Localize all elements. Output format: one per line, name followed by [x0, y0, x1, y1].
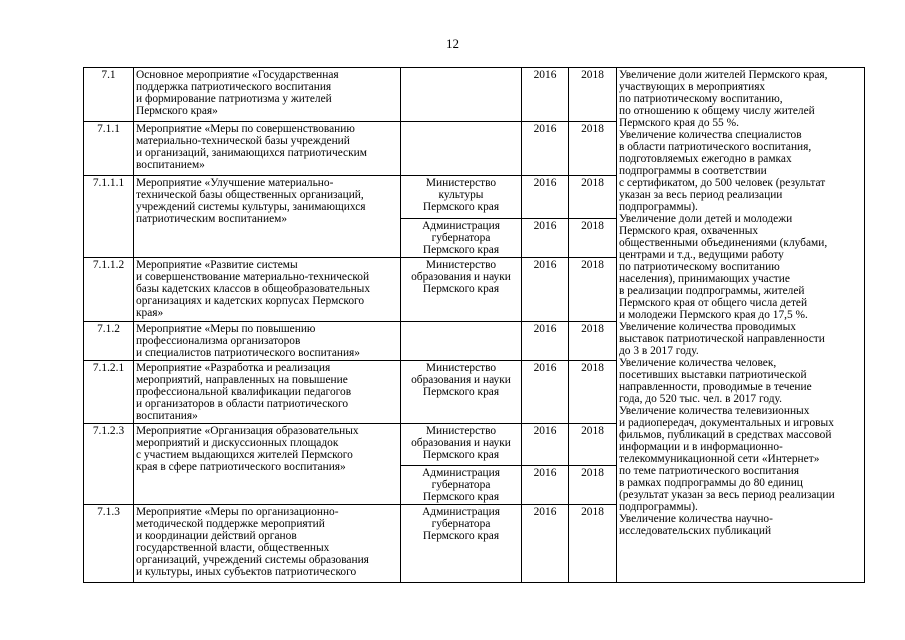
cell-line: мероприятий, направленных на повышение — [136, 373, 348, 386]
start-year: 2016 — [522, 176, 569, 219]
cell-line: Министерство — [425, 177, 497, 189]
end-year: 2018 — [569, 360, 617, 423]
result-line: указан за весь период реализации — [619, 189, 783, 201]
activity-number: 7.1.1 — [84, 122, 134, 176]
result-line: телекоммуникационной сети «Интернет» — [619, 453, 820, 465]
cell-line: края в сфере патриотического воспитания» — [136, 460, 346, 473]
result-line: информации и в информационно- — [619, 441, 783, 453]
result-line: фильмов, публикаций в средствах массовой — [619, 429, 832, 441]
result-line: и молодежи Пермского края до 17,5 %. — [619, 309, 808, 321]
cell-line: и формирование патриотизма у жителей — [136, 93, 332, 105]
result-line: подпрограммы в соответствии — [619, 165, 767, 177]
activities-table — [83, 67, 865, 583]
cell-line: и координации действий органов — [136, 530, 297, 542]
cell-line: государственной власти, общественных — [136, 542, 330, 554]
result-line: Увеличение количества человек, — [619, 357, 777, 369]
cell-line: Мероприятие «Развитие системы — [136, 258, 298, 271]
cell-line: учреждений системы культуры, занимающихся — [136, 201, 366, 213]
cell-line: Пермского края — [422, 243, 500, 256]
start-year: 2016 — [522, 505, 569, 583]
cell-line: Министерство — [425, 361, 497, 374]
results-text — [619, 69, 862, 581]
executor-cell — [401, 68, 522, 122]
cell-line: образования и науки — [411, 436, 511, 449]
result-line: до 3 в 2017 году. — [619, 345, 699, 357]
end-year: 2018 — [569, 505, 617, 583]
cell-line: Министерство — [425, 424, 497, 437]
result-line: центрами и т.д., ведущими работу — [619, 249, 784, 261]
cell-line: губернатора — [431, 479, 491, 491]
cell-line: профессионализма организаторов — [136, 334, 301, 347]
activity-number: 7.1.2.1 — [84, 360, 134, 423]
start-year: 2016 — [522, 257, 569, 321]
cell-line: Мероприятие «Улучшение материально- — [136, 177, 334, 189]
start-year: 2016 — [522, 122, 569, 176]
result-line: и радиопередач, документальных и игровых — [619, 417, 834, 429]
executor-cell — [401, 423, 522, 466]
result-line: общественными объединениями (клубами, — [619, 237, 828, 249]
cell-line: материально-технической базы учреждений — [136, 135, 350, 147]
result-line: по отношению к общему числу жителей — [619, 105, 815, 117]
cell-line: Министерство — [425, 258, 497, 271]
result-line: исследовательских публикаций — [619, 525, 772, 537]
result-line: Увеличение количества проводимых — [619, 321, 796, 333]
result-line: в области патриотического воспитания, — [619, 141, 812, 153]
executor-cell — [401, 321, 522, 360]
cell-line: технической базы общественных организаций, — [136, 189, 364, 201]
activity-number: 7.1.1.2 — [84, 257, 134, 321]
result-line: Увеличение доли жителей Пермского края, — [619, 69, 828, 81]
cell-line: Администрация — [422, 467, 500, 479]
table-row — [84, 68, 865, 122]
result-line: (результат указан за весь период реализации — [619, 489, 835, 501]
start-year: 2016 — [522, 423, 569, 466]
cell-line: и организаторов в области патриотического — [136, 397, 349, 410]
start-year: 2016 — [522, 218, 569, 257]
executor-cell — [401, 466, 522, 505]
result-line: Пермского края до 55 %. — [619, 117, 739, 129]
cell-line: Пермского края — [422, 448, 500, 461]
activity-number: 7.1 — [84, 68, 134, 122]
activity-number: 7.1.2 — [84, 321, 134, 360]
activity-number: 7.1.3 — [84, 505, 134, 583]
cell-line: образования и науки — [411, 373, 511, 386]
activity-name — [134, 321, 401, 360]
result-line: в реализации подпрограммы, жителей — [619, 285, 805, 297]
start-year: 2016 — [522, 321, 569, 360]
activity-name — [134, 68, 401, 122]
cell-line: Основное мероприятие «Государственная — [136, 69, 339, 81]
activity-name — [134, 257, 401, 321]
executor-cell — [401, 360, 522, 423]
result-line: с сертификатом, до 500 человек (результат — [619, 177, 826, 189]
cell-line: Мероприятие «Разработка и реализация — [136, 361, 331, 374]
cell-line: воспитанием» — [136, 159, 205, 171]
cell-line: Пермского края — [422, 530, 500, 542]
executor-cell — [401, 218, 522, 257]
cell-line: образования и науки — [411, 270, 511, 283]
cell-line: организациях и кадетских корпусах Пермского — [136, 294, 365, 307]
result-line: по теме патриотического воспитания — [619, 465, 800, 477]
end-year: 2018 — [569, 218, 617, 257]
result-line: направленности, проводимые в течение — [619, 381, 812, 393]
cell-line: профессиональной квалификации педагогов — [136, 385, 352, 398]
cell-line: Мероприятие «Меры по повышению — [136, 322, 316, 335]
executor-cell — [401, 505, 522, 583]
result-line: по патриотическому воспитанию — [619, 261, 780, 273]
activity-name — [134, 122, 401, 176]
cell-line: базы кадетских классов в общеобразовательных — [136, 282, 371, 295]
result-line: выставок патриотической направленности — [619, 333, 825, 345]
result-line: Увеличение количества научно- — [619, 513, 773, 525]
cell-line: с участием выдающихся жителей Пермского — [136, 448, 353, 461]
result-line: населения), принимающих участие — [619, 273, 790, 285]
executor-cell — [401, 122, 522, 176]
activity-name — [134, 360, 401, 423]
cell-line: Мероприятие «Организация образовательных — [136, 424, 359, 437]
cell-line: мероприятий и дискуссионных площадок — [136, 436, 339, 449]
end-year: 2018 — [569, 466, 617, 505]
end-year: 2018 — [569, 321, 617, 360]
cell-line: Пермского края» — [136, 105, 218, 117]
result-line: подготовляемых ежегодно в рамках — [619, 153, 792, 165]
result-line: Пермского края от общего числа детей — [619, 297, 808, 309]
activity-name — [134, 423, 401, 505]
result-line: подпрограммы). — [619, 501, 698, 513]
result-line: Увеличение количества специалистов — [619, 129, 802, 141]
result-line: подпрограммы). — [619, 201, 698, 213]
cell-line: губернатора — [431, 231, 491, 244]
cell-line: воспитания» — [136, 409, 198, 422]
result-line: Увеличение доли детей и молодежи — [619, 213, 793, 225]
start-year: 2016 — [522, 68, 569, 122]
executor-cell — [401, 257, 522, 321]
cell-line: края» — [136, 306, 164, 319]
cell-line: и культуры, иных субъектов патриотического — [136, 566, 357, 578]
start-year: 2016 — [522, 466, 569, 505]
cell-line: и специалистов патриотического воспитания» — [136, 346, 360, 359]
cell-line: методической поддержке мероприятий — [136, 518, 325, 530]
result-line: Пермского края, охваченных — [619, 225, 759, 237]
cell-line: патриотическим воспитанием» — [136, 213, 288, 225]
result-line: посетивших выставки патриотической — [619, 369, 807, 381]
cell-line: Мероприятие «Меры по организационно- — [136, 506, 339, 518]
activity-name — [134, 176, 401, 258]
end-year: 2018 — [569, 257, 617, 321]
cell-line: и организаций, занимающихся патриотическим — [136, 147, 367, 159]
cell-line: Пермского края — [422, 201, 500, 213]
result-line: по патриотическому воспитанию, — [619, 93, 783, 105]
result-line: года, до 520 тыс. чел. в 2017 году. — [619, 393, 782, 405]
cell-line: и совершенствование материально-технической — [136, 270, 370, 283]
activity-number: 7.1.2.3 — [84, 423, 134, 505]
page-number: 12 — [446, 36, 459, 51]
activity-number: 7.1.1.1 — [84, 176, 134, 258]
cell-line: Администрация — [422, 506, 500, 518]
end-year: 2018 — [569, 423, 617, 466]
cell-line: Пермского края — [422, 385, 500, 398]
end-year: 2018 — [569, 122, 617, 176]
end-year: 2018 — [569, 68, 617, 122]
cell-line: организаций, учреждений системы образования — [136, 554, 369, 566]
result-line: участвующих в мероприятиях — [619, 81, 766, 93]
activity-name — [134, 505, 401, 583]
cell-line: губернатора — [431, 518, 491, 530]
result-line: Увеличение количества телевизионных — [619, 405, 810, 417]
executor-cell — [401, 176, 522, 219]
end-year: 2018 — [569, 176, 617, 219]
cell-line: Пермского края — [422, 282, 500, 295]
cell-line: поддержка патриотического воспитания — [136, 81, 332, 93]
cell-line: культуры — [438, 189, 484, 201]
cell-line: Пермского края — [422, 491, 500, 503]
start-year: 2016 — [522, 360, 569, 423]
result-line: в рамках подпрограммы до 80 единиц — [619, 477, 803, 489]
cell-line: Администрация — [422, 219, 500, 232]
cell-line: Мероприятие «Меры по совершенствованию — [136, 123, 355, 135]
expected-results — [617, 68, 865, 583]
